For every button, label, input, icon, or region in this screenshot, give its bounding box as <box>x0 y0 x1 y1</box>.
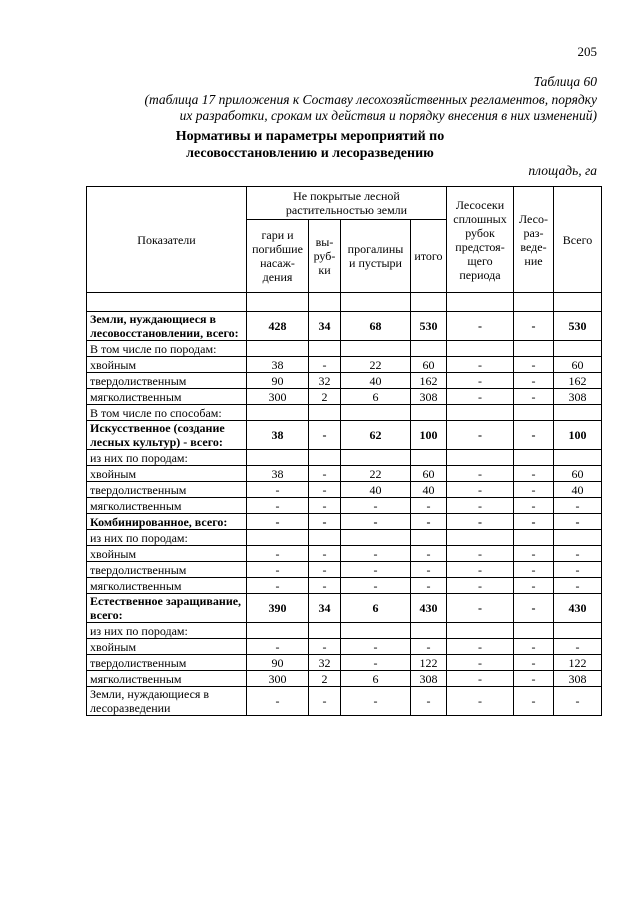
cell-value: - <box>341 687 411 716</box>
cell-value: 22 <box>341 466 411 482</box>
cell-value: - <box>309 687 341 716</box>
cell-value: - <box>447 466 514 482</box>
header-row-1 <box>87 187 602 220</box>
cell-value: - <box>447 312 514 341</box>
header-indicators: Показатели <box>87 187 247 293</box>
cell-value: - <box>247 546 309 562</box>
row-label: Естественное заращивание, всего: <box>87 594 247 623</box>
cell-value <box>554 450 602 466</box>
cell-value: 90 <box>247 373 309 389</box>
row-label: твердолиственным <box>87 373 247 389</box>
table-label: Таблица 60 <box>533 74 597 89</box>
cell-value: - <box>447 562 514 578</box>
cell-value <box>341 623 411 639</box>
cell-value: - <box>341 578 411 594</box>
cell-value: 530 <box>554 312 602 341</box>
table-row <box>87 687 602 716</box>
header-spacer-row <box>87 293 602 312</box>
cell-value: 162 <box>554 373 602 389</box>
cell-value <box>247 341 309 357</box>
cell-value: 38 <box>247 421 309 450</box>
cell-value <box>447 623 514 639</box>
cell-value: - <box>554 687 602 716</box>
cell-value: - <box>447 671 514 687</box>
cell-value: 34 <box>309 312 341 341</box>
row-label: хвойным <box>87 546 247 562</box>
cell-value: - <box>447 498 514 514</box>
table-subtitle <box>60 92 597 124</box>
cell-value: - <box>514 687 554 716</box>
cell-value: 32 <box>309 655 341 671</box>
row-label: хвойным <box>87 466 247 482</box>
page-number: 205 <box>577 44 597 59</box>
cell-value: 40 <box>341 373 411 389</box>
row-label: хвойным <box>87 357 247 373</box>
header-subtotal: итого <box>411 220 447 293</box>
cell-value: 40 <box>554 482 602 498</box>
header-glades: прогалины и пустыри <box>341 220 411 293</box>
cell-value: - <box>341 514 411 530</box>
table-row <box>87 341 602 357</box>
row-label: из них по породам: <box>87 450 247 466</box>
row-label: твердолиственным <box>87 655 247 671</box>
title-line-2: лесовосстановлению и лесоразведению <box>186 146 434 161</box>
cell-value: 68 <box>341 312 411 341</box>
cell-value: - <box>411 687 447 716</box>
cell-value: - <box>514 373 554 389</box>
cell-value <box>411 450 447 466</box>
header-cutting-areas: Лесосеки сплошных рубок предстоя- щего периода <box>447 187 514 293</box>
cell-value: 38 <box>247 357 309 373</box>
cell-value: - <box>247 514 309 530</box>
cell-value <box>554 530 602 546</box>
row-label: твердолиственным <box>87 482 247 498</box>
table-row <box>87 594 602 623</box>
cell-value: 2 <box>309 389 341 405</box>
subtitle-line-2: их разработки, срокам их действия и порядку внесения в них изменений) <box>179 108 597 123</box>
row-label: хвойным <box>87 639 247 655</box>
cell-value: - <box>514 421 554 450</box>
cell-value: 90 <box>247 655 309 671</box>
cell-value: - <box>309 578 341 594</box>
cell-value: - <box>411 562 447 578</box>
table-row <box>87 357 602 373</box>
cell-value: 6 <box>341 389 411 405</box>
table-row <box>87 466 602 482</box>
cell-value: - <box>447 357 514 373</box>
table-row <box>87 546 602 562</box>
cell-value <box>411 530 447 546</box>
cell-value: - <box>514 498 554 514</box>
cell-value: - <box>447 373 514 389</box>
table-row <box>87 421 602 450</box>
cell-value: - <box>554 514 602 530</box>
cell-value: 530 <box>411 312 447 341</box>
header-clearings: вы- руб- ки <box>309 220 341 293</box>
cell-value: - <box>514 514 554 530</box>
cell-value: 430 <box>554 594 602 623</box>
cell-value: - <box>341 655 411 671</box>
cell-value: 162 <box>411 373 447 389</box>
cell-value <box>514 341 554 357</box>
cell-value: 100 <box>554 421 602 450</box>
table-row <box>87 655 602 671</box>
cell-value: - <box>514 466 554 482</box>
cell-value: - <box>247 498 309 514</box>
header-burns: гари и погибшие насаж- дения <box>247 220 309 293</box>
cell-value: 32 <box>309 373 341 389</box>
cell-value: - <box>309 514 341 530</box>
cell-value <box>411 405 447 421</box>
cell-value: 308 <box>554 389 602 405</box>
row-label: В том числе по способам: <box>87 405 247 421</box>
cell-value: 60 <box>554 357 602 373</box>
table-row <box>87 530 602 546</box>
table-body <box>87 312 602 716</box>
cell-value: 62 <box>341 421 411 450</box>
cell-value: - <box>447 389 514 405</box>
cell-value: 2 <box>309 671 341 687</box>
row-label: В том числе по породам: <box>87 341 247 357</box>
cell-value: - <box>247 482 309 498</box>
table-row <box>87 312 602 341</box>
cell-value: - <box>447 687 514 716</box>
cell-value: 122 <box>411 655 447 671</box>
cell-value <box>309 450 341 466</box>
cell-value: - <box>514 655 554 671</box>
cell-value: - <box>341 639 411 655</box>
cell-value: 60 <box>411 357 447 373</box>
cell-value: - <box>514 482 554 498</box>
cell-value <box>554 405 602 421</box>
cell-value <box>447 405 514 421</box>
cell-value: - <box>514 671 554 687</box>
row-label: мягколиственным <box>87 671 247 687</box>
cell-value: - <box>247 687 309 716</box>
cell-value: - <box>341 562 411 578</box>
cell-value: - <box>309 546 341 562</box>
cell-value: - <box>411 546 447 562</box>
cell-value: - <box>554 546 602 562</box>
cell-value <box>341 405 411 421</box>
cell-value: - <box>447 655 514 671</box>
row-label: из них по породам: <box>87 623 247 639</box>
cell-value: 308 <box>554 671 602 687</box>
row-label: Комбинированное, всего: <box>87 514 247 530</box>
row-label: твердолиственным <box>87 562 247 578</box>
cell-value <box>341 450 411 466</box>
cell-value <box>447 341 514 357</box>
cell-value: - <box>554 578 602 594</box>
cell-value: 38 <box>247 466 309 482</box>
cell-value: - <box>247 562 309 578</box>
cell-value: - <box>309 421 341 450</box>
cell-value: - <box>309 498 341 514</box>
row-label: из них по породам: <box>87 530 247 546</box>
table-row <box>87 578 602 594</box>
row-label: мягколиственным <box>87 578 247 594</box>
cell-value: - <box>514 357 554 373</box>
row-label: Искусственное (создание лесных культур) - всего: <box>87 421 247 450</box>
cell-value: - <box>247 639 309 655</box>
table-row <box>87 562 602 578</box>
cell-value: - <box>447 546 514 562</box>
subtitle-line-1: (таблица 17 приложения к Составу лесохозяйственных регламентов, порядку <box>144 92 597 107</box>
cell-value: 308 <box>411 671 447 687</box>
cell-value: 308 <box>411 389 447 405</box>
cell-value: - <box>514 562 554 578</box>
title-line-1: Нормативы и параметры мероприятий по <box>175 129 445 144</box>
cell-value <box>341 530 411 546</box>
cell-value: 122 <box>554 655 602 671</box>
table-title <box>60 128 560 162</box>
cell-value: 40 <box>411 482 447 498</box>
table-row <box>87 498 602 514</box>
cell-value <box>341 341 411 357</box>
cell-value: - <box>447 421 514 450</box>
cell-value <box>247 623 309 639</box>
cell-value: - <box>447 639 514 655</box>
cell-value: - <box>514 389 554 405</box>
header-afforestation: Лесо- раз- веде- ние <box>514 187 554 293</box>
cell-value: - <box>447 594 514 623</box>
cell-value <box>554 623 602 639</box>
cell-value <box>447 530 514 546</box>
cell-value <box>514 450 554 466</box>
cell-value: - <box>309 357 341 373</box>
cell-value <box>247 450 309 466</box>
cell-value <box>447 450 514 466</box>
table-row <box>87 639 602 655</box>
cell-value: - <box>411 578 447 594</box>
cell-value: - <box>447 482 514 498</box>
row-label: Земли, нуждающиеся в лесовосстановлении, всего: <box>87 312 247 341</box>
cell-value: - <box>309 639 341 655</box>
cell-value: - <box>514 312 554 341</box>
cell-value: - <box>554 639 602 655</box>
table-row <box>87 405 602 421</box>
cell-value <box>514 530 554 546</box>
cell-value <box>309 341 341 357</box>
cell-value: 6 <box>341 671 411 687</box>
cell-value <box>514 623 554 639</box>
table-row <box>87 514 602 530</box>
cell-value <box>309 530 341 546</box>
row-label: мягколиственным <box>87 389 247 405</box>
cell-value: - <box>309 466 341 482</box>
cell-value: - <box>514 594 554 623</box>
cell-value: 34 <box>309 594 341 623</box>
cell-value: 430 <box>411 594 447 623</box>
cell-value: 390 <box>247 594 309 623</box>
cell-value: - <box>554 498 602 514</box>
table-row <box>87 450 602 466</box>
cell-value: - <box>447 578 514 594</box>
cell-value: 428 <box>247 312 309 341</box>
cell-value: - <box>309 562 341 578</box>
cell-value: - <box>411 514 447 530</box>
row-label: мягколиственным <box>87 498 247 514</box>
cell-value <box>309 623 341 639</box>
cell-value <box>514 405 554 421</box>
cell-value: 22 <box>341 357 411 373</box>
cell-value <box>247 405 309 421</box>
cell-value: - <box>411 639 447 655</box>
norms-table <box>86 186 602 716</box>
cell-value: - <box>411 498 447 514</box>
cell-value <box>309 405 341 421</box>
table-row <box>87 671 602 687</box>
cell-value: - <box>247 578 309 594</box>
cell-value: - <box>514 546 554 562</box>
row-label: Земли, нуждающиеся в лесоразведении <box>87 687 247 716</box>
cell-value: - <box>309 482 341 498</box>
cell-value <box>411 341 447 357</box>
cell-value <box>247 530 309 546</box>
cell-value: 60 <box>554 466 602 482</box>
cell-value: - <box>341 546 411 562</box>
cell-value <box>554 341 602 357</box>
cell-value <box>411 623 447 639</box>
header-not-covered: Не покрытые лесной растительностью земли <box>247 187 447 220</box>
cell-value: - <box>554 562 602 578</box>
table-row <box>87 389 602 405</box>
cell-value: 60 <box>411 466 447 482</box>
cell-value: 6 <box>341 594 411 623</box>
cell-value: - <box>341 498 411 514</box>
cell-value: 300 <box>247 671 309 687</box>
cell-value: - <box>514 578 554 594</box>
table-row <box>87 623 602 639</box>
table-row <box>87 482 602 498</box>
cell-value: 300 <box>247 389 309 405</box>
cell-value: 100 <box>411 421 447 450</box>
cell-value: 40 <box>341 482 411 498</box>
table-row <box>87 373 602 389</box>
cell-value: - <box>447 514 514 530</box>
header-total: Всего <box>554 187 602 293</box>
unit-note: площадь, га <box>528 163 597 178</box>
cell-value: - <box>514 639 554 655</box>
